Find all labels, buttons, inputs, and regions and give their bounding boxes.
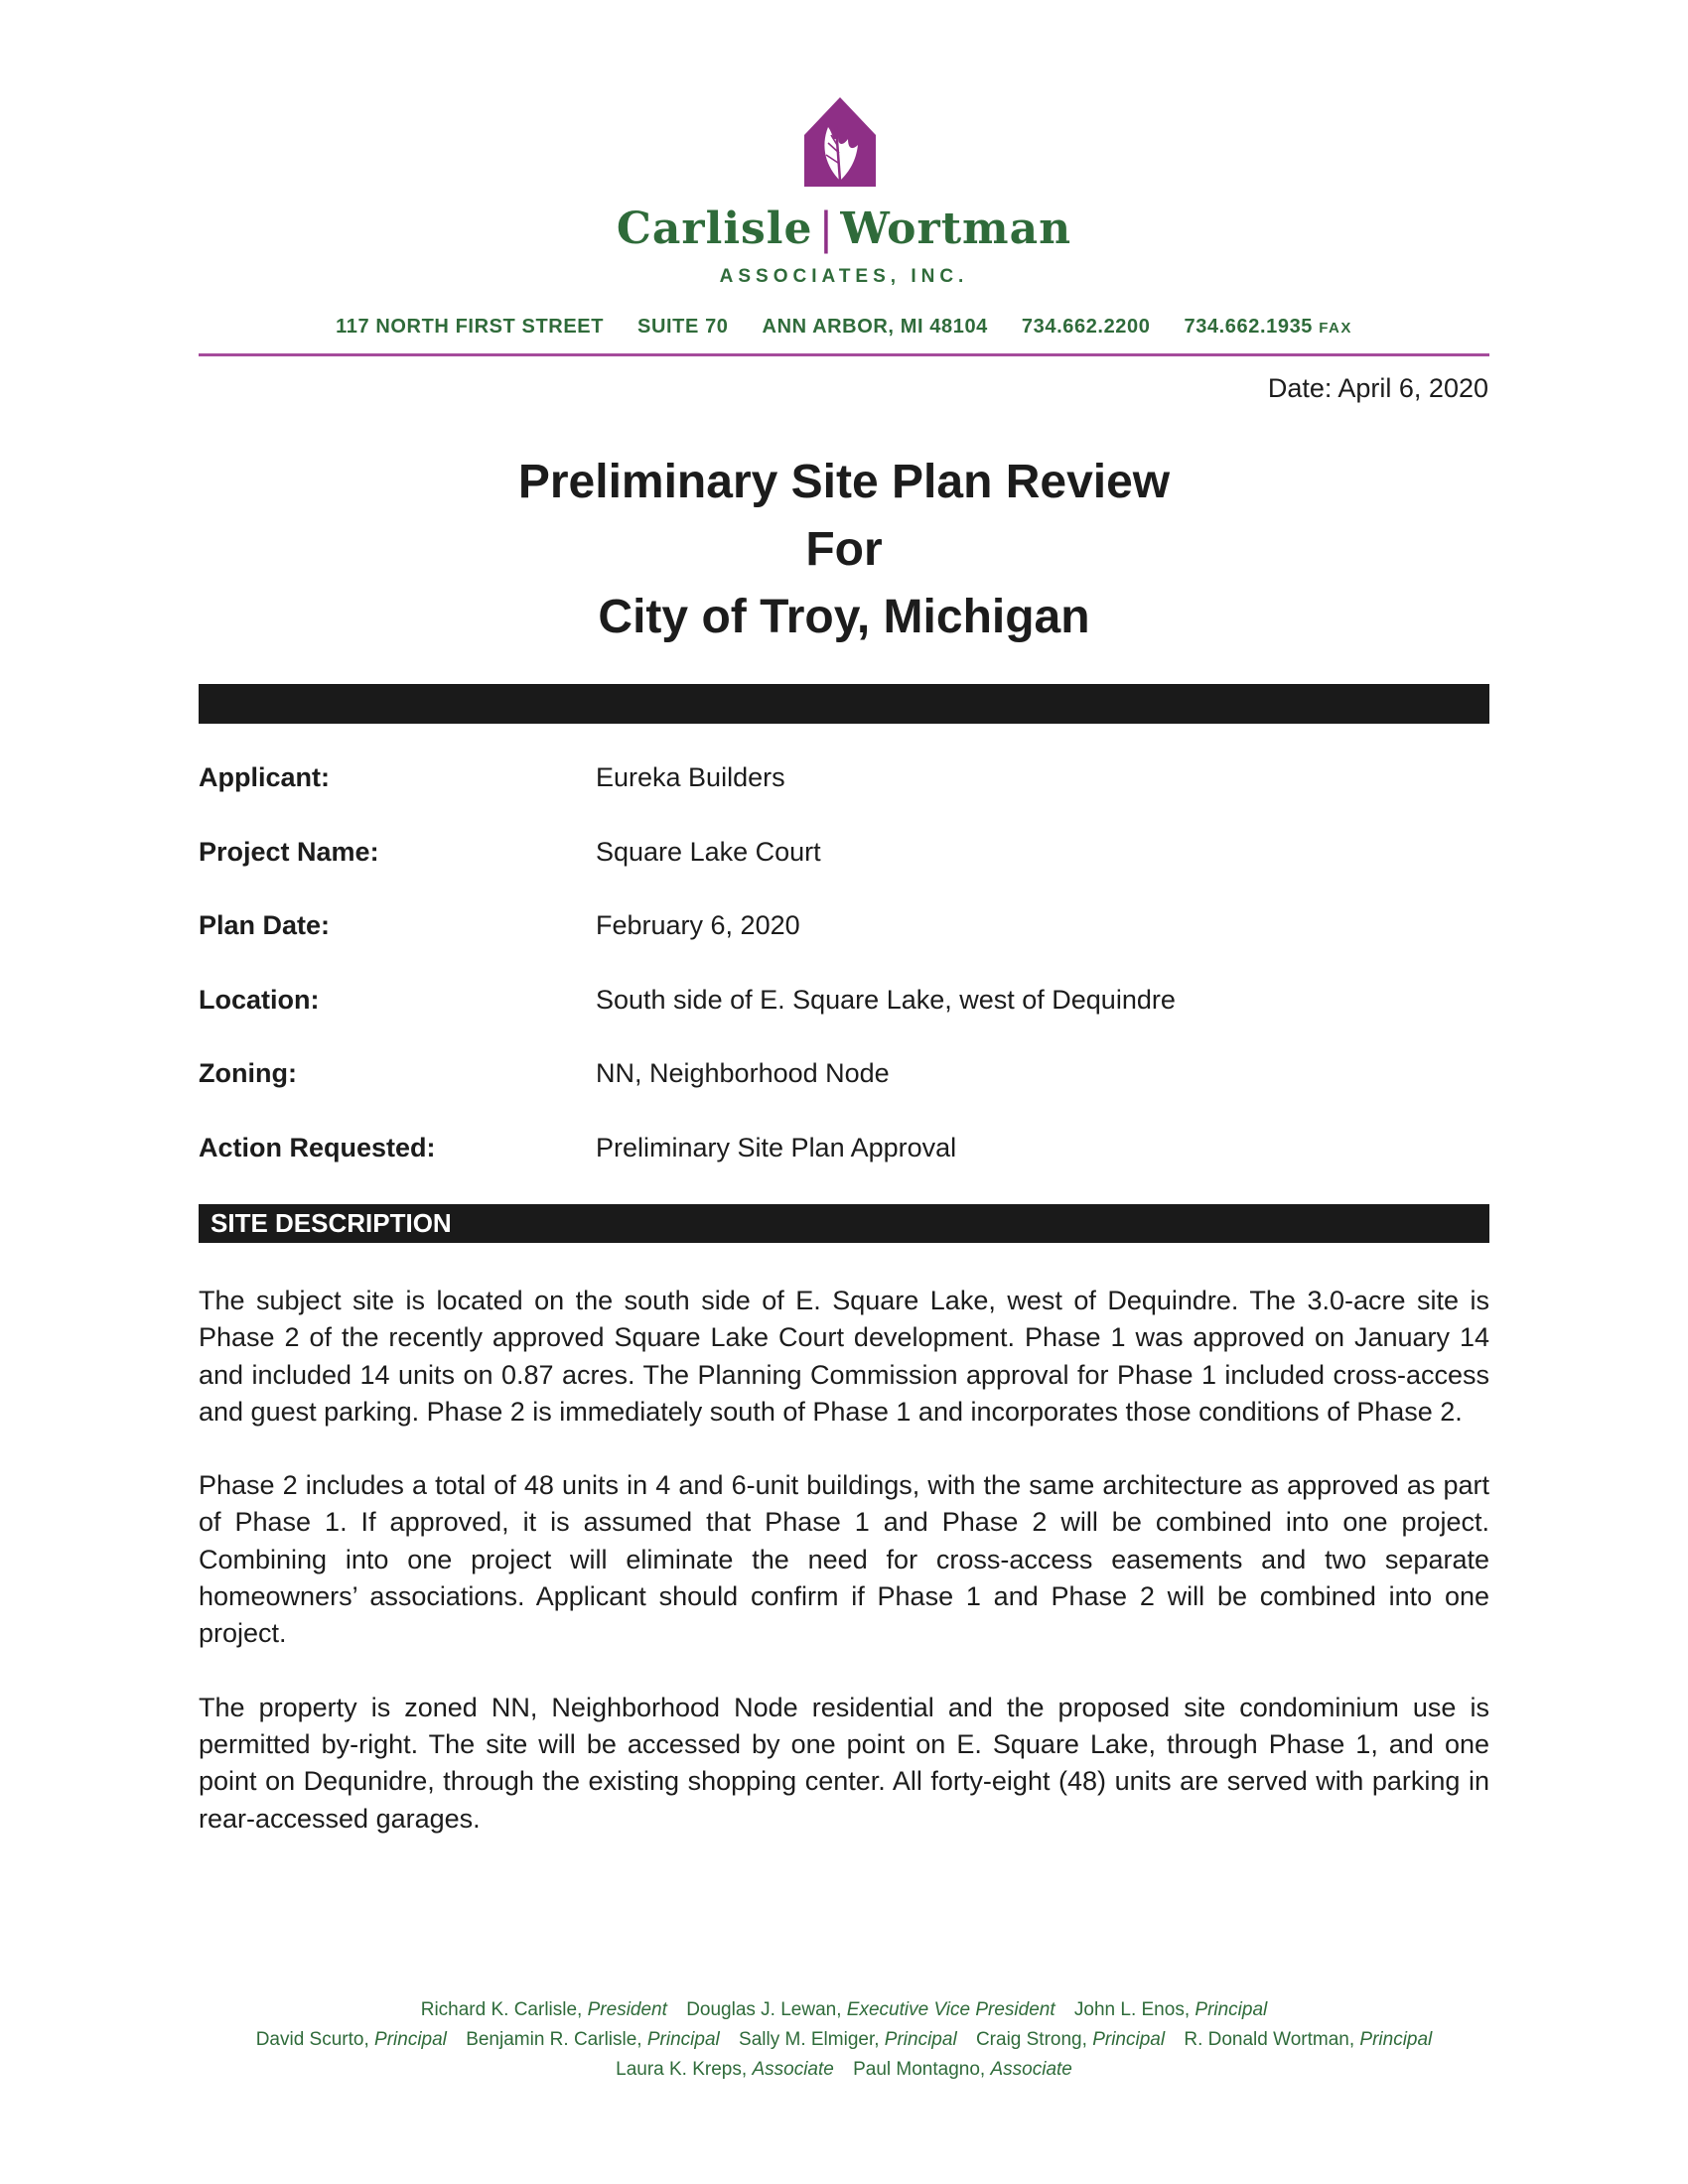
letterhead-rule bbox=[199, 353, 1489, 356]
info-row-applicant bbox=[199, 762, 1489, 837]
fax-number: 734.662.1935 bbox=[1184, 316, 1314, 338]
title-divider-bar bbox=[199, 684, 1489, 724]
person-name: Benjamin R. Carlisle, bbox=[466, 2029, 642, 2050]
info-row-action-requested bbox=[199, 1133, 1489, 1207]
info-value: NN, Neighborhood Node bbox=[596, 1058, 890, 1088]
person-role: Principal bbox=[374, 2029, 447, 2050]
info-value: Square Lake Court bbox=[596, 836, 821, 867]
firm-name bbox=[0, 204, 1688, 254]
info-label: Applicant: bbox=[199, 762, 330, 792]
site-description-body bbox=[199, 1283, 1489, 1874]
info-row-zoning bbox=[199, 1058, 1489, 1133]
project-info bbox=[199, 762, 1489, 1206]
info-label: Plan Date: bbox=[199, 910, 331, 940]
info-value: Preliminary Site Plan Approval bbox=[596, 1132, 957, 1162]
person-role: Principal bbox=[646, 2029, 720, 2050]
person-name: Laura K. Kreps, bbox=[616, 2059, 748, 2080]
info-label: Project Name: bbox=[199, 836, 379, 867]
person-name: Paul Montagno, bbox=[853, 2059, 986, 2080]
footer-person bbox=[739, 2029, 957, 2050]
person-name: Craig Strong, bbox=[975, 2029, 1087, 2050]
document-title bbox=[0, 449, 1688, 651]
info-row-location bbox=[199, 985, 1489, 1059]
footer-person bbox=[976, 2029, 1165, 2050]
address-suite: SUITE 70 bbox=[637, 316, 729, 338]
footer-person bbox=[616, 2059, 834, 2080]
person-role: Executive Vice President bbox=[846, 1999, 1055, 2020]
paragraph: The subject site is located on the south side of E. Square Lake, west of Dequindre. The 3.0-acre site is Phase 2 of the recently approved Square Lake Court development. Phase 1 was approved on January 14 and included 14 units on 0.87 acres. The Planning Commission approval for Phase 1 included cross-access and guest parking. Phase 2 is immediately south of Phase 1 and incorporates those conditions of Phase 2. bbox=[199, 1286, 1489, 1427]
person-role: Principal bbox=[1092, 2029, 1166, 2050]
person-name: Richard K. Carlisle, bbox=[420, 1999, 583, 2020]
address-line bbox=[199, 316, 1489, 339]
info-row-plan-date bbox=[199, 910, 1489, 985]
firm-name-left: Carlisle bbox=[616, 204, 813, 254]
person-name: David Scurto, bbox=[255, 2029, 369, 2050]
address-fax bbox=[1184, 316, 1351, 339]
staff-footer bbox=[0, 1995, 1688, 2085]
info-value: South side of E. Square Lake, west of Dequindre bbox=[596, 984, 1176, 1015]
paragraph: The property is zoned NN, Neighborhood Node residential and the proposed site condominium use is permitted by-right. The site will be accessed by one point on E. Square Lake, through Phase 1, and one point on Dequnidre, through the existing shopping center. All forty-eight (48) units are served with parking in rear-accessed garages. bbox=[199, 1692, 1489, 1834]
footer-row bbox=[0, 2025, 1688, 2055]
address-phone: 734.662.2200 bbox=[1021, 316, 1151, 338]
address-street: 117 NORTH FIRST STREET bbox=[336, 316, 605, 338]
person-role: Principal bbox=[1195, 1999, 1268, 2020]
person-role: President bbox=[587, 1999, 667, 2020]
footer-person bbox=[466, 2029, 720, 2050]
paragraph: Phase 2 includes a total of 48 units in 4 and 6-unit buildings, with the same architecture as approved as part of Phase 1. If approved, it is assumed that Phase 1 and Phase 2 will be combined into one project. Combining into one project will eliminate the need for cross-access easements and two separate homeowners’ associations. Applicant should confirm if Phase 1 and Phase 2 will be combined into one project. bbox=[199, 1470, 1489, 1649]
title-line-2: For bbox=[805, 523, 883, 576]
section-heading: SITE DESCRIPTION bbox=[199, 1204, 1489, 1243]
footer-person bbox=[1074, 1999, 1267, 2020]
info-row-project-name bbox=[199, 837, 1489, 911]
footer-person bbox=[686, 1999, 1055, 2020]
info-label: Action Requested: bbox=[199, 1132, 436, 1162]
document-date: Date: April 6, 2020 bbox=[1267, 373, 1488, 403]
title-line-1: Preliminary Site Plan Review bbox=[517, 456, 1171, 508]
title-line-3: City of Troy, Michigan bbox=[598, 591, 1090, 643]
person-name: Sally M. Elmiger, bbox=[739, 2029, 880, 2050]
person-role: Associate bbox=[752, 2059, 834, 2080]
person-role: Principal bbox=[1359, 2029, 1433, 2050]
info-value: Eureka Builders bbox=[596, 762, 785, 792]
person-name: R. Donald Wortman, bbox=[1184, 2029, 1355, 2050]
person-role: Associate bbox=[990, 2059, 1072, 2080]
person-name: Douglas J. Lewan, bbox=[686, 1999, 842, 2020]
firm-subtitle: ASSOCIATES, INC. bbox=[719, 266, 969, 287]
person-name: John L. Enos, bbox=[1073, 1999, 1191, 2020]
firm-name-divider: | bbox=[818, 204, 835, 254]
house-leaf-logo-icon bbox=[804, 97, 876, 187]
info-label: Zoning: bbox=[199, 1058, 297, 1088]
info-value: February 6, 2020 bbox=[596, 910, 800, 940]
footer-person bbox=[256, 2029, 447, 2050]
person-role: Principal bbox=[884, 2029, 957, 2050]
address-city: ANN ARBOR, MI 48104 bbox=[762, 316, 988, 338]
footer-person bbox=[853, 2059, 1072, 2080]
fax-label: FAX bbox=[1319, 320, 1352, 337]
footer-row bbox=[0, 2055, 1688, 2085]
footer-person bbox=[1184, 2029, 1432, 2050]
firm-name-right: Wortman bbox=[840, 204, 1072, 254]
info-label: Location: bbox=[199, 984, 320, 1015]
footer-person bbox=[421, 1999, 667, 2020]
footer-row bbox=[0, 1995, 1688, 2025]
